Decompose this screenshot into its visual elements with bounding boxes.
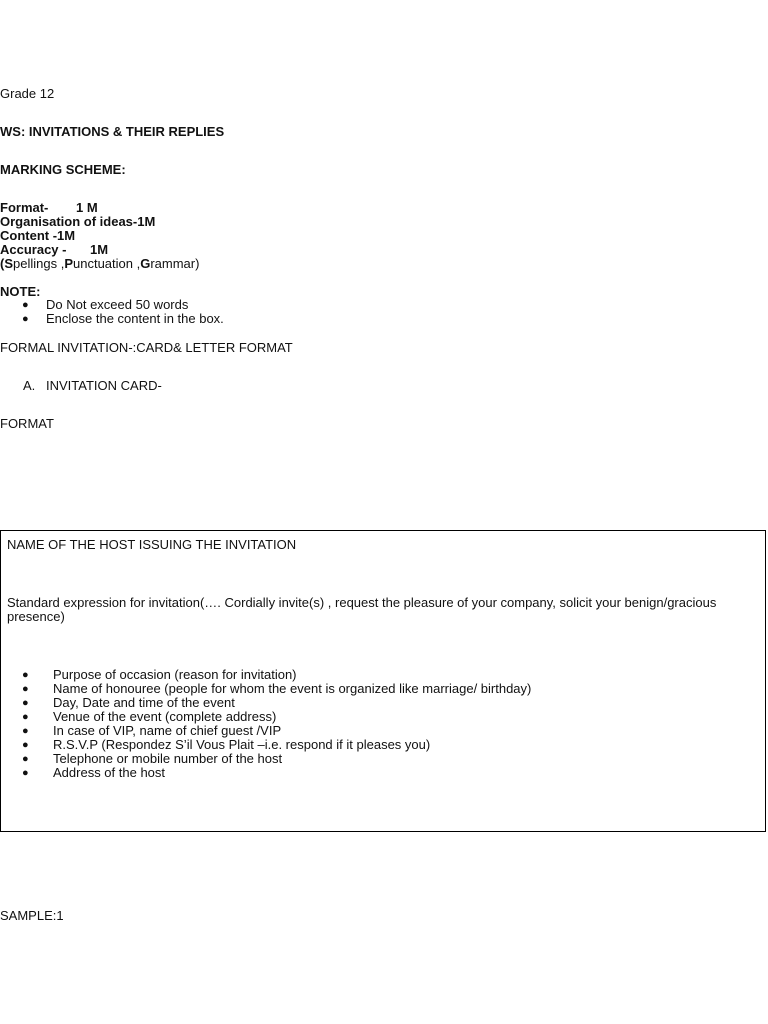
sample-label: SAMPLE:1 bbox=[0, 908, 64, 923]
formal-invitation-heading: FORMAL INVITATION-:CARD& LETTER FORMAT bbox=[0, 340, 293, 355]
marks-accuracy-label: Accuracy - bbox=[0, 242, 67, 257]
bullet-icon: ● bbox=[22, 739, 29, 751]
bullet-icon: ● bbox=[22, 753, 29, 765]
list-item: ● Purpose of occasion (reason for invitation) bbox=[22, 667, 297, 682]
bullet-icon: ● bbox=[22, 697, 29, 709]
list-item: ● Enclose the content in the box. bbox=[22, 311, 224, 326]
worksheet-title: WS: INVITATIONS & THEIR REPLIES bbox=[0, 124, 225, 139]
section-a-letter: A. bbox=[23, 378, 36, 393]
marks-organisation: Organisation of ideas-1M bbox=[0, 214, 156, 229]
bullet-icon: ● bbox=[22, 725, 29, 737]
note-list bbox=[0, 298, 224, 326]
list-item: ● Name of honouree (people for whom the event is organized like marriage/ birthday) bbox=[22, 681, 532, 696]
host-name-line: NAME OF THE HOST ISSUING THE INVITATION bbox=[7, 537, 297, 552]
marks-format-line bbox=[0, 201, 120, 215]
list-item: ● Venue of the event (complete address) bbox=[22, 709, 277, 724]
marking-scheme-heading: MARKING SCHEME: bbox=[0, 162, 126, 177]
marks-accuracy-detail: (Spellings ,Punctuation ,Grammar) bbox=[0, 256, 200, 271]
list-item: ● In case of VIP, name of chief guest /VIP bbox=[22, 723, 282, 738]
list-item: ● R.S.V.P (Respondez S’il Vous Plait –i.e. respond if it pleases you) bbox=[22, 737, 431, 752]
list-item: ● Do Not exceed 50 words bbox=[22, 297, 189, 312]
marks-content: Content -1M bbox=[0, 228, 76, 243]
bullet-icon: ● bbox=[22, 669, 29, 681]
list-item: ● Telephone or mobile number of the host bbox=[22, 751, 283, 766]
section-a-heading bbox=[23, 378, 162, 393]
standard-expression: Standard expression for invitation(…. Cordially invite(s) , request the pleasure of your company, solicit your benign/gracious presence) bbox=[7, 595, 717, 624]
marks-format-value: 1 M bbox=[76, 200, 98, 215]
bullet-icon: ● bbox=[22, 683, 29, 695]
list-item: ● Address of the host bbox=[22, 765, 166, 780]
format-items-list bbox=[1, 668, 531, 780]
marks-accuracy-value: 1M bbox=[90, 242, 109, 257]
format-label: FORMAT bbox=[0, 416, 54, 431]
bullet-icon: ● bbox=[22, 299, 29, 311]
note-label: NOTE: bbox=[0, 284, 41, 299]
marks-format-label: Format- bbox=[0, 200, 49, 215]
list-item: ● Day, Date and time of the event bbox=[22, 695, 235, 710]
bullet-icon: ● bbox=[22, 711, 29, 723]
grade-label: Grade 12 bbox=[0, 86, 55, 101]
bullet-icon: ● bbox=[22, 767, 29, 779]
format-box bbox=[0, 530, 766, 832]
bullet-icon: ● bbox=[22, 313, 29, 325]
marks-accuracy-line bbox=[0, 243, 120, 257]
section-a-label: INVITATION CARD- bbox=[46, 378, 162, 393]
